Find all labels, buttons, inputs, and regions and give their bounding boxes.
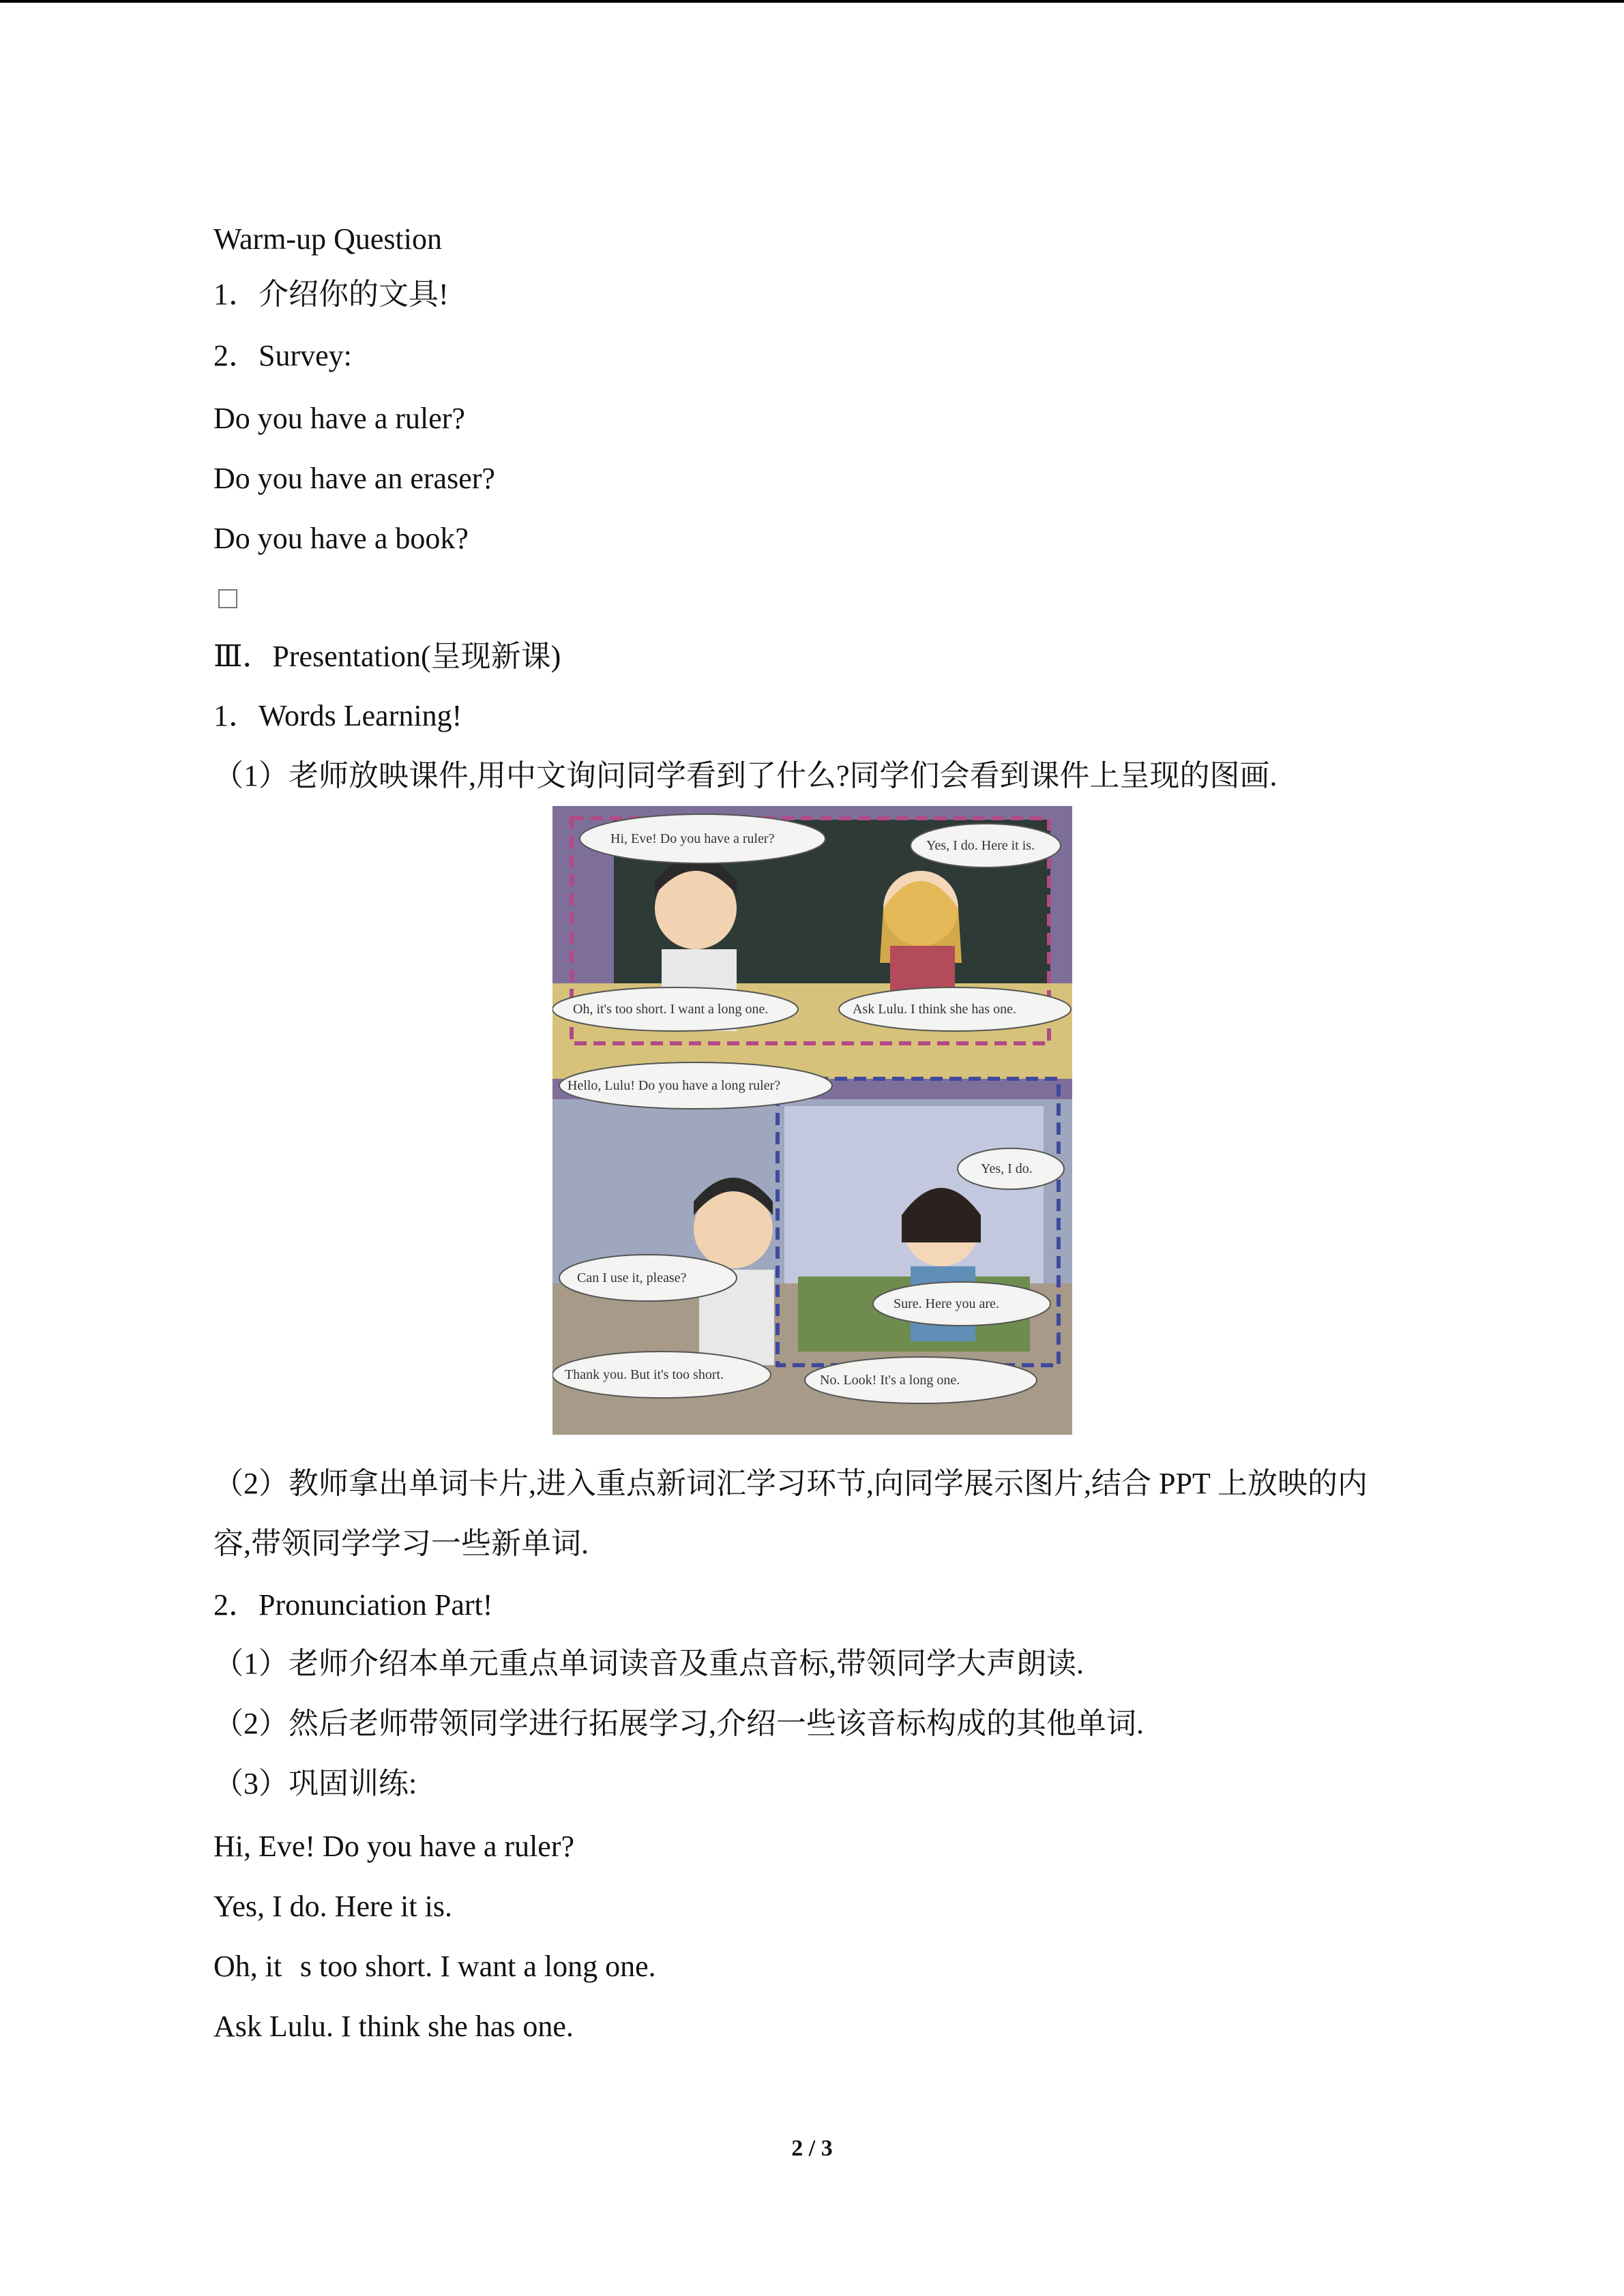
bubble-text-1: Hi, Eve! Do you have a ruler? bbox=[610, 831, 775, 846]
warmup-heading: Warm-up Question bbox=[213, 222, 442, 256]
textbook-comic-photo bbox=[552, 806, 1072, 1435]
step-2-text-line-1: （2）教师拿出单词卡片,进入重点新词汇学习环节,向同学展示图片,结合 PPT 上放映的内 bbox=[213, 1467, 1368, 1500]
bubble-text-6: Yes, I do. bbox=[981, 1161, 1033, 1176]
empty-checkbox-glyph bbox=[218, 589, 237, 608]
bubble-text-5: Hello, Lulu! Do you have a long ruler? bbox=[567, 1078, 781, 1093]
step-1-text: （1）老师放映课件,用中文询问同学看到了什么?同学们会看到课件上呈现的图画. bbox=[213, 759, 1278, 792]
dialogue-line-1: Hi, Eve! Do you have a ruler? bbox=[213, 1830, 575, 1863]
bubble-text-7: Can I use it, please? bbox=[577, 1270, 687, 1285]
top-border bbox=[0, 0, 1624, 3]
pronunciation-step-1: （1）老师介绍本单元重点单词读音及重点音标,带领同学大声朗读. bbox=[213, 1647, 1084, 1680]
presentation-heading: Ⅲ．Presentation(呈现新课) bbox=[213, 640, 561, 673]
warmup-item-1: 1．介绍你的文具! bbox=[213, 278, 449, 311]
words-learning-heading: 1．Words Learning! bbox=[213, 699, 462, 732]
bubble-text-9: Thank you. But it's too short. bbox=[565, 1367, 724, 1382]
survey-question-eraser: Do you have an eraser? bbox=[213, 462, 495, 495]
bubble-text-2: Yes, I do. Here it is. bbox=[926, 838, 1035, 853]
bubble-text-4: Ask Lulu. I think she has one. bbox=[853, 1002, 1016, 1017]
dialogue-line-4: Ask Lulu. I think she has one. bbox=[213, 2010, 574, 2043]
survey-question-book: Do you have a book? bbox=[213, 522, 469, 555]
warmup-item-2: 2．Survey: bbox=[213, 339, 352, 372]
pronunciation-step-3: （3）巩固训练: bbox=[213, 1767, 417, 1800]
pronunciation-heading: 2．Pronunciation Part! bbox=[213, 1588, 493, 1622]
pronunciation-step-2: （2）然后老师带领同学进行拓展学习,介绍一些该音标构成的其他单词. bbox=[213, 1707, 1144, 1740]
dialogue-line-2: Yes, I do. Here it is. bbox=[213, 1890, 452, 1923]
dialogue-line-3: Oh, its too short. I want a long one. bbox=[213, 1950, 656, 1983]
bubble-text-10: No. Look! It's a long one. bbox=[820, 1373, 960, 1388]
page-number: 2 / 3 bbox=[791, 2136, 833, 2161]
bubble-text-8: Sure. Here you are. bbox=[894, 1296, 999, 1311]
bubble-text-3: Oh, it's too short. I want a long one. bbox=[573, 1002, 769, 1017]
survey-question-ruler: Do you have a ruler? bbox=[213, 402, 465, 435]
step-2-text-line-2: 容,带领同学学习一些新单词. bbox=[213, 1527, 589, 1560]
